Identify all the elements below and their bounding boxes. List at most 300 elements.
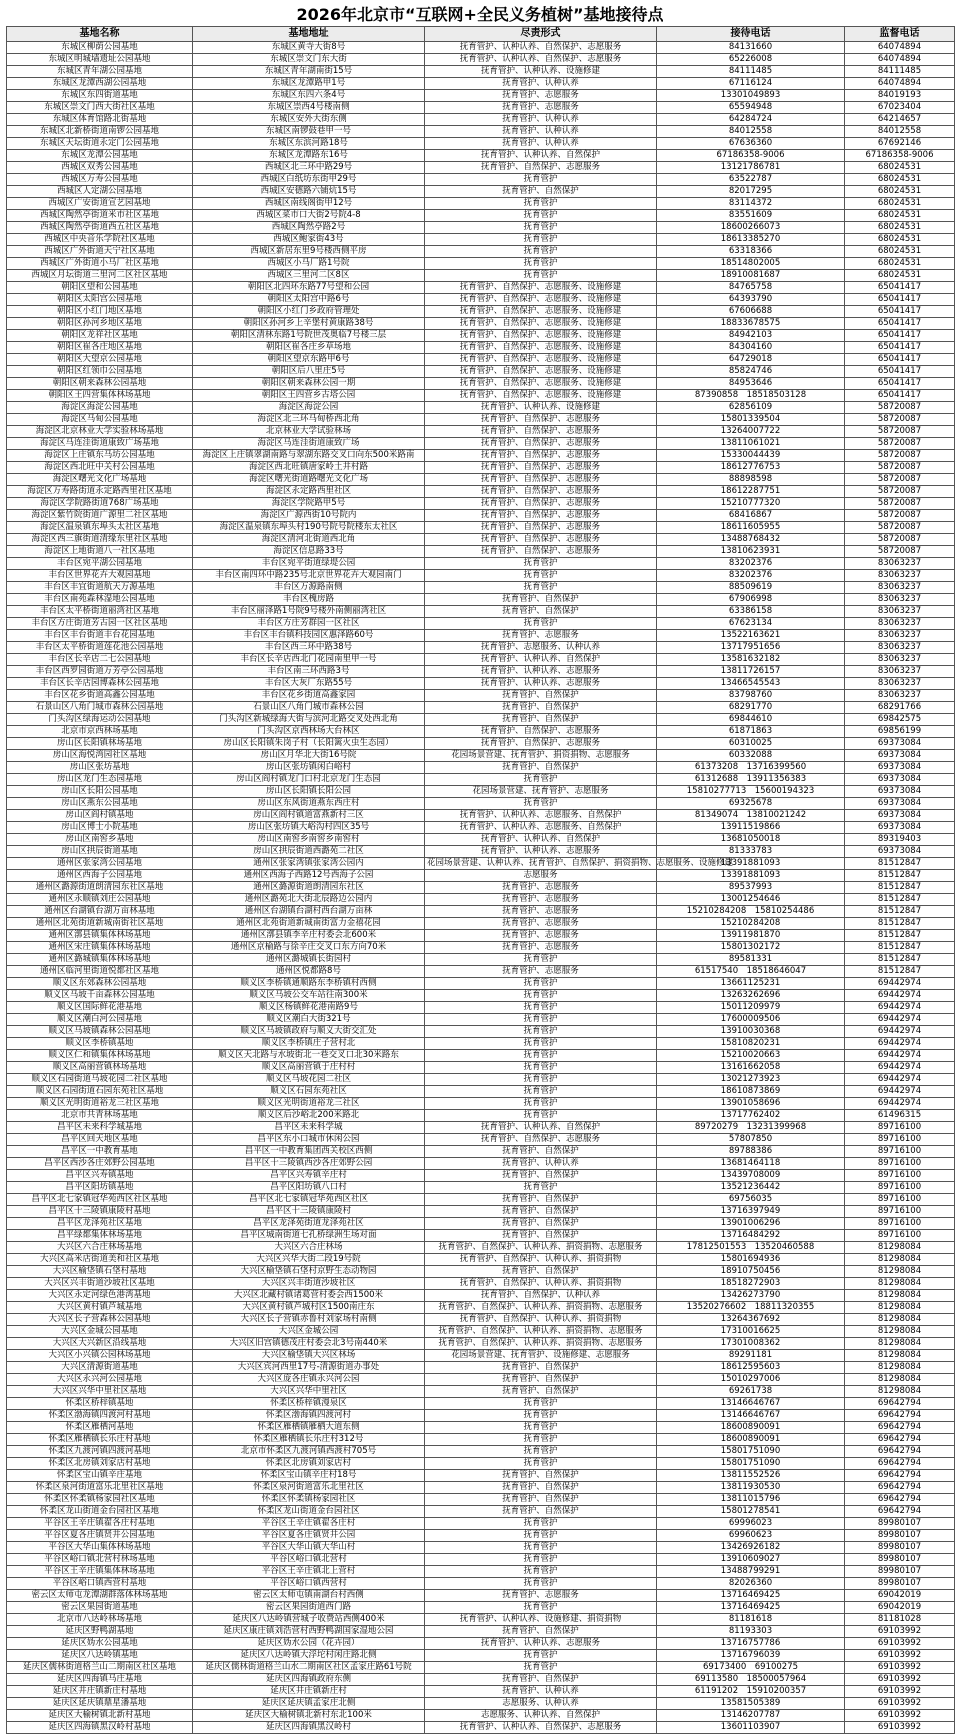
cell-base-name: 海淀区温泉镇东埠头太社区基地 [7,522,193,534]
cell-supervision-phone: 81512847 [845,942,955,954]
cell-base-address: 丰台区长辛店西北门花园南里甲一号 [193,654,425,666]
table-row [7,246,955,258]
cell-base-address: 通州区张家湾镇张家湾公园内 [193,858,425,870]
table-row [7,702,955,714]
table-row [7,1698,955,1710]
cell-duty-form: 抚育管护、自然保护 [425,1506,657,1518]
cell-base-address: 通州区潞源街道朗清园东社区 [193,882,425,894]
table-row [7,1254,955,1266]
cell-base-address: 大兴区兴华中里社区 [193,1386,425,1398]
cell-base-address: 平谷区峪口镇北营村 [193,1554,425,1566]
cell-base-address: 海淀区清河北街道西北角 [193,534,425,546]
cell-duty-form: 抚育管护、自然保护、志愿服务 [425,510,657,522]
cell-supervision-phone: 58720087 [845,474,955,486]
cell-base-name: 房山区南窖乡基地 [7,834,193,846]
table-row [7,858,955,870]
cell-supervision-phone: 68024531 [845,246,955,258]
cell-duty-form: 抚育管护、自然保护、志愿服务、设施修建 [425,378,657,390]
cell-reception-phone: 84111485 [657,66,845,78]
cell-supervision-phone: 69042019 [845,1590,955,1602]
cell-reception-phone: 13001254646 [657,894,845,906]
cell-base-address: 大兴区兴华大街二段19号院 [193,1254,425,1266]
cell-supervision-phone: 69103992 [845,1722,955,1734]
cell-base-address: 朝阳区后八里庄5号 [193,366,425,378]
table-row [7,390,955,402]
cell-base-address: 延庆区康庄镇刘浩营村西野鸭湖国家湿地公园 [193,1626,425,1638]
cell-supervision-phone: 83063237 [845,594,955,606]
table-row [7,522,955,534]
cell-base-name: 昌平区兴寿镇基地 [7,1170,193,1182]
cell-duty-form: 抚育管护、志愿服务 [425,90,657,102]
cell-base-name: 北京市京西林场基地 [7,726,193,738]
cell-duty-form: 抚育管护 [425,1038,657,1050]
cell-reception-phone: 60332088 [657,750,845,762]
cell-supervision-phone: 89980107 [845,1578,955,1590]
cell-base-name: 海淀区万寿路街道永定路西里社区基地 [7,486,193,498]
table-row [7,1050,955,1062]
cell-reception-phone: 15801751090 [657,1446,845,1458]
table-row [7,1542,955,1554]
table-row [7,1374,955,1386]
cell-base-address: 密云区太师屯镇南湖台村西侧 [193,1590,425,1602]
cell-duty-form: 抚育管护、认种认养、志愿服务 [425,1638,657,1650]
cell-reception-phone: 64729018 [657,354,845,366]
cell-base-name: 昌平区十三陵镇康陵村基地 [7,1206,193,1218]
cell-base-address: 昌平区北七家镇冠华苑西区社区 [193,1194,425,1206]
cell-supervision-phone: 81298084 [845,1278,955,1290]
cell-base-address: 平谷区峪口镇西营村 [193,1578,425,1590]
cell-base-name: 海淀区西北旺中关村公园基地 [7,462,193,474]
cell-supervision-phone: 83063237 [845,630,955,642]
cell-base-name: 朝阳区崔各庄地区基地 [7,342,193,354]
cell-reception-phone: 67636360 [657,138,845,150]
cell-base-name: 怀柔区雁栖河基地 [7,1422,193,1434]
cell-supervision-phone: 84012558 [845,126,955,138]
cell-base-name: 昌平区龙泽苑社区基地 [7,1218,193,1230]
table-row [7,426,955,438]
cell-base-address: 延庆区四海镇黑汉岭村 [193,1722,425,1734]
cell-reception-phone: 60310025 [657,738,845,750]
cell-supervision-phone: 61496315 [845,1110,955,1122]
cell-base-name: 顺义区潮白河公园基地 [7,1014,193,1026]
cell-supervision-phone: 58720087 [845,414,955,426]
cell-base-address: 房山区拱辰街道西潞苑二社区 [193,846,425,858]
cell-base-address: 顺义区石园东苑社区 [193,1086,425,1098]
cell-duty-form: 抚育管护、自然保护、志愿服务 [425,162,657,174]
cell-supervision-phone: 89716100 [845,1122,955,1134]
cell-reception-phone: 13521236442 [657,1182,845,1194]
cell-duty-form: 抚育管护、自然保护、志愿服务、设施修建 [425,390,657,402]
cell-supervision-phone: 64214657 [845,114,955,126]
cell-supervision-phone: 69642794 [845,1410,955,1422]
table-row [7,450,955,462]
cell-reception-phone: 69173400 69100275 [657,1662,845,1674]
cell-base-name: 大兴区长子营森林公园基地 [7,1314,193,1326]
cell-supervision-phone: 68024531 [845,258,955,270]
cell-base-name: 西城区广外街道天宁社区基地 [7,246,193,258]
table-row [7,1290,955,1302]
cell-base-name: 通州区北苑街道新城南街社区基地 [7,918,193,930]
cell-base-address: 西城区鲍家街43号 [193,234,425,246]
cell-base-name: 门头沟区绿海运动公园基地 [7,714,193,726]
cell-base-address: 房山区南窖乡南窖乡南窖村 [193,834,425,846]
cell-base-name: 朝阳区孙河乡地区基地 [7,318,193,330]
cell-supervision-phone: 81512847 [845,894,955,906]
cell-reception-phone: 89581331 [657,954,845,966]
cell-reception-phone: 13810623931 [657,546,845,558]
cell-reception-phone: 13716757786 [657,1638,845,1650]
cell-duty-form: 抚育管护、自然保护 [425,1482,657,1494]
cell-supervision-phone: 69103992 [845,1710,955,1722]
cell-base-name: 大兴区金城公园基地 [7,1326,193,1338]
cell-duty-form: 抚育管护、自然保护、志愿服务 [425,738,657,750]
cell-duty-form: 抚育管护、自然保护 [425,1194,657,1206]
cell-supervision-phone: 68024531 [845,162,955,174]
cell-base-name: 西城区陶然亭街道米市社区基地 [7,210,193,222]
cell-reception-phone: 61312688 13911356383 [657,774,845,786]
table-row [7,1266,955,1278]
table-row [7,114,955,126]
table-row [7,1494,955,1506]
cell-base-address: 东城区崇文门东大街 [193,54,425,66]
cell-base-address: 昌平区未来科学城 [193,1122,425,1134]
cell-duty-form: 抚育管护 [425,1566,657,1578]
cell-base-name: 昌平区回天地区基地 [7,1134,193,1146]
table-row [7,1086,955,1098]
cell-base-address: 大兴区黄村镇芦城村区1500南庄东 [193,1302,425,1314]
cell-base-address: 顺义区后沙峪北200米路北 [193,1110,425,1122]
cell-duty-form: 抚育管护、认种认养、设施修建、捐资捐物 [425,1614,657,1626]
cell-supervision-phone: 81512847 [845,930,955,942]
cell-duty-form: 抚育管护、自然保护 [425,1218,657,1230]
cell-reception-phone: 84304160 [657,342,845,354]
table-row [7,1014,955,1026]
cell-base-name: 平谷区大华山集体林场基地 [7,1542,193,1554]
cell-base-address: 怀柔区雁栖镇长乐庄村312号 [193,1434,425,1446]
table-row [7,1146,955,1158]
cell-duty-form: 抚育管护、自然保护 [425,714,657,726]
cell-duty-form: 抚育管护、认种认养、自然保护 [425,834,657,846]
cell-reception-phone: 13581505389 [657,1698,845,1710]
cell-base-address: 门头沟区京西林场大台林区 [193,726,425,738]
cell-duty-form: 抚育管护、自然保护 [425,702,657,714]
cell-duty-form: 抚育管护、认种认养、自然保护、志愿服务 [425,42,657,54]
table-row [7,1206,955,1218]
cell-base-name: 延庆区大榆树镇北新村基地 [7,1710,193,1722]
cell-reception-phone: 18600890091 [657,1422,845,1434]
cell-duty-form: 抚育管护 [425,1434,657,1446]
cell-reception-phone: 13301049893 [657,90,845,102]
table-row [7,630,955,642]
cell-reception-phone: 15801278541 [657,1506,845,1518]
table-row [7,918,955,930]
cell-base-address: 海淀区上庄镇翠湖南路与翠湖东路交叉口向东500米路南 [193,450,425,462]
cell-base-name: 丰台区世界花卉大观园基地 [7,570,193,582]
cell-reception-phone: 18611605955 [657,522,845,534]
cell-duty-form: 抚育管护、自然保护、认种认养 [425,1290,657,1302]
cell-supervision-phone: 65041417 [845,342,955,354]
cell-reception-phone: 13811061021 [657,438,845,450]
cell-duty-form: 抚育管护、自然保护、志愿服务 [425,474,657,486]
table-row [7,678,955,690]
cell-supervision-phone: 89716100 [845,1158,955,1170]
table-row [7,978,955,990]
table-row [7,438,955,450]
cell-duty-form: 抚育管护 [425,1086,657,1098]
table-row [7,990,955,1002]
cell-base-name: 通州区西海子公园基地 [7,870,193,882]
cell-base-address: 房山区阎村镇龙门口村北京龙门生态园 [193,774,425,786]
cell-duty-form: 抚育管护、志愿服务 [425,942,657,954]
cell-base-address: 昌平区十三陵镇康陵村 [193,1206,425,1218]
cell-duty-form: 抚育管护、认种认养、志愿服务 [425,846,657,858]
table-row [7,174,955,186]
cell-reception-phone: 89537993 [657,882,845,894]
cell-supervision-phone: 69373084 [845,786,955,798]
table-row [7,126,955,138]
cell-reception-phone: 15210020663 [657,1050,845,1062]
cell-supervision-phone: 81512847 [845,882,955,894]
cell-duty-form: 抚育管护 [425,1578,657,1590]
table-row [7,1098,955,1110]
cell-base-address: 朝阳区小红门乡政府管理处 [193,306,425,318]
cell-supervision-phone: 69642794 [845,1482,955,1494]
table-row [7,558,955,570]
cell-supervision-phone: 65041417 [845,330,955,342]
cell-base-name: 丰台区长辛店园博森林公园基地 [7,678,193,690]
cell-base-address: 顺义区光明街道裕龙三社区 [193,1098,425,1110]
cell-reception-phone: 13716796039 [657,1650,845,1662]
cell-base-address: 大兴区兴丰街道沙坡社区 [193,1278,425,1290]
table-row [7,954,955,966]
cell-duty-form: 抚育管护、志愿服务 [425,882,657,894]
cell-base-address: 海淀区信息路33号 [193,546,425,558]
cell-base-address: 海淀区广源西街10号院内 [193,510,425,522]
cell-base-name: 延庆区井庄镇新庄村基地 [7,1686,193,1698]
table-row [7,330,955,342]
table-row [7,1314,955,1326]
cell-reception-phone: 61191202 15910200357 [657,1686,845,1698]
cell-duty-form: 抚育管护 [425,1398,657,1410]
cell-supervision-phone: 68024531 [845,174,955,186]
cell-reception-phone: 68416867 [657,510,845,522]
table-row [7,354,955,366]
cell-base-address: 延庆区八达岭镇营城子收费站西侧400米 [193,1614,425,1626]
table-row [7,1722,955,1734]
table-row [7,1650,955,1662]
cell-reception-phone: 13811930530 [657,1482,845,1494]
table-row [7,498,955,510]
cell-duty-form: 志愿服务、认种认养 [425,1698,657,1710]
cell-supervision-phone: 69442974 [845,1038,955,1050]
table-row [7,1602,955,1614]
cell-supervision-phone: 83063237 [845,606,955,618]
cell-duty-form: 抚育管护、认种认养 [425,78,657,90]
table-row [7,222,955,234]
cell-supervision-phone: 69103992 [845,1650,955,1662]
cell-base-name: 朝阳区太阳宫公园基地 [7,294,193,306]
cell-base-address: 丰台区花乡街道高鑫家园 [193,690,425,702]
table-row [7,582,955,594]
cell-supervision-phone: 58720087 [845,462,955,474]
cell-base-name: 怀柔区泉河街道富乐北里社区基地 [7,1482,193,1494]
table-row [7,486,955,498]
cell-supervision-phone: 58720087 [845,450,955,462]
cell-base-name: 延庆区妫水公园基地 [7,1638,193,1650]
cell-base-name: 大兴区榆垡镇石垡村基地 [7,1266,193,1278]
cell-base-address: 怀柔区宝山镇辛庄村18号 [193,1470,425,1482]
cell-base-address: 西城区菜市口大街2号院4-8 [193,210,425,222]
table-row [7,1110,955,1122]
cell-duty-form: 抚育管护、自然保护、志愿服务 [425,1134,657,1146]
cell-base-name: 平谷区王辛庄镇翟各庄村基地 [7,1518,193,1530]
cell-reception-phone: 61373208 13716399560 [657,762,845,774]
cell-duty-form: 抚育管护 [425,1026,657,1038]
table-row [7,1134,955,1146]
cell-reception-phone: 17301008362 [657,1338,845,1350]
cell-duty-form: 抚育管护 [425,990,657,1002]
cell-base-name: 密云区太师屯龙潭湖群落体林场基地 [7,1590,193,1602]
cell-duty-form: 抚育管护、自然保护、志愿服务、设施修建 [425,366,657,378]
cell-base-name: 丰台区方庄街道芳古园一区社区基地 [7,618,193,630]
cell-duty-form: 抚育管护、自然保护 [425,1674,657,1686]
cell-supervision-phone: 58720087 [845,546,955,558]
cell-base-name: 大兴区小兴镇公园林场基地 [7,1350,193,1362]
cell-duty-form: 花园场景营建、认种认养、抚育管护、自然保护、捐资捐物、志愿服务、设施修建 [425,858,657,870]
cell-base-name: 丰台区南苑森林湿地公园基地 [7,594,193,606]
cell-base-address: 顺义区马坡镇政府与顺义大街交汇处 [193,1026,425,1038]
cell-base-address: 延庆区妫水公园（花卉园） [193,1638,425,1650]
cell-base-name: 平谷区峪口镇西营村基地 [7,1578,193,1590]
cell-supervision-phone: 68024531 [845,222,955,234]
cell-duty-form: 抚育管护、认种认养、自然保护、志愿服务 [425,1722,657,1734]
cell-base-name: 东城区柳荫公园基地 [7,42,193,54]
cell-reception-phone: 84765758 [657,282,845,294]
table-row [7,150,955,162]
cell-reception-phone: 13716397949 [657,1206,845,1218]
cell-base-address: 顺义区高丽营镇于庄村村 [193,1062,425,1074]
cell-reception-phone: 64393790 [657,294,845,306]
cell-base-address: 通州区西海子西路12号西海子公园 [193,870,425,882]
table-row [7,642,955,654]
cell-base-name: 西城区万寿公园基地 [7,174,193,186]
cell-base-name: 怀柔区北房镇刘家店村基地 [7,1458,193,1470]
cell-reception-phone: 13716484292 [657,1230,845,1242]
cell-duty-form: 抚育管护、志愿服务 [425,906,657,918]
table-row [7,762,955,774]
cell-reception-phone: 13911519866 [657,822,845,834]
cell-duty-form: 抚育管护、认种认养 [425,1686,657,1698]
cell-duty-form: 抚育管护 [425,1014,657,1026]
cell-supervision-phone: 81298084 [845,1242,955,1254]
table-row [7,966,955,978]
cell-base-name: 平谷区峪口镇北营村林场基地 [7,1554,193,1566]
cell-supervision-phone: 69373084 [845,810,955,822]
cell-base-address: 延庆区井庄镇新庄村 [193,1686,425,1698]
cell-duty-form: 抚育管护、自然保护、志愿服务、设施修建 [425,294,657,306]
table-row [7,750,955,762]
cell-supervision-phone: 58720087 [845,438,955,450]
cell-base-address: 昌平区一中教育集团西关校区西侧 [193,1146,425,1158]
table-row [7,1482,955,1494]
cell-base-name: 昌平区西沙各庄郊野公园基地 [7,1158,193,1170]
cell-supervision-phone: 69103992 [845,1626,955,1638]
cell-duty-form: 抚育管护 [425,1098,657,1110]
cell-duty-form: 抚育管护、自然保护、志愿服务 [425,486,657,498]
table-row [7,1326,955,1338]
cell-duty-form: 抚育管护、志愿服务 [425,102,657,114]
table-row [7,294,955,306]
cell-supervision-phone: 69442974 [845,1086,955,1098]
cell-base-address: 朝阳区清林东路1号院世茂奥临7号楼三层 [193,330,425,342]
cell-reception-phone: 17812501553 13520460588 [657,1242,845,1254]
table-row [7,618,955,630]
cell-base-address: 怀柔区龙山街道金台园社区 [193,1506,425,1518]
cell-duty-form: 抚育管护、自然保护 [425,1170,657,1182]
cell-base-address: 顺义区马坡公交车站往南300米 [193,990,425,1002]
cell-base-address: 大兴区北藏村镇诸葛营村委会西1500米 [193,1290,425,1302]
cell-reception-phone: 18514802005 [657,258,845,270]
table-row [7,78,955,90]
cell-base-address: 通州区潞苑北大街北辰路边公园内 [193,894,425,906]
cell-supervision-phone: 64074894 [845,42,955,54]
cell-supervision-phone: 69442974 [845,1014,955,1026]
table-row [7,1302,955,1314]
table-row [7,606,955,618]
cell-base-address: 大兴区庞各庄镇永兴河公园 [193,1374,425,1386]
table-row [7,1158,955,1170]
cell-base-address: 顺义区马坡花园二社区 [193,1074,425,1086]
cell-supervision-phone: 83063237 [845,654,955,666]
table-row [7,198,955,210]
cell-supervision-phone: 81512847 [845,906,955,918]
cell-base-name: 东城区龙潭公园基地 [7,150,193,162]
table-row [7,1386,955,1398]
cell-reception-phone: 15810277713 15600194323 [657,786,845,798]
table-row [7,1578,955,1590]
cell-base-name: 延庆区野鸭湖基地 [7,1626,193,1638]
cell-supervision-phone: 81298084 [845,1374,955,1386]
cell-reception-phone: 18612776753 [657,462,845,474]
table-row [7,414,955,426]
cell-supervision-phone: 84019193 [845,90,955,102]
cell-base-address: 东城区安外大街东侧 [193,114,425,126]
cell-base-name: 丰台区太平桥街道丽湾社区基地 [7,606,193,618]
cell-duty-form: 抚育管护、认种认养、自然保护 [425,150,657,162]
cell-duty-form: 抚育管护、自然保护、志愿服务 [425,726,657,738]
cell-base-address: 大兴区榆垡镇石垡村京野生态动物园 [193,1266,425,1278]
cell-supervision-phone: 69642794 [845,1506,955,1518]
cell-base-address: 怀柔区渤海镇四渡河村 [193,1410,425,1422]
cell-reception-phone: 83114372 [657,198,845,210]
cell-base-address: 昌平区东小口城市休闲公园 [193,1134,425,1146]
cell-supervision-phone: 81298084 [845,1362,955,1374]
cell-reception-phone: 18518272903 [657,1278,845,1290]
cell-reception-phone: 15801339504 [657,414,845,426]
cell-duty-form: 抚育管护、自然保护 [425,606,657,618]
cell-reception-phone: 18910081687 [657,270,845,282]
table-row [7,714,955,726]
table-row [7,258,955,270]
cell-reception-phone: 13146646767 [657,1410,845,1422]
cell-duty-form: 抚育管护 [425,1074,657,1086]
table-row [7,42,955,54]
cell-base-name: 房山区博士小院基地 [7,822,193,834]
cell-duty-form: 抚育管护 [425,258,657,270]
table-row [7,90,955,102]
cell-duty-form: 抚育管护 [425,1002,657,1014]
cell-reception-phone: 13901058696 [657,1098,845,1110]
